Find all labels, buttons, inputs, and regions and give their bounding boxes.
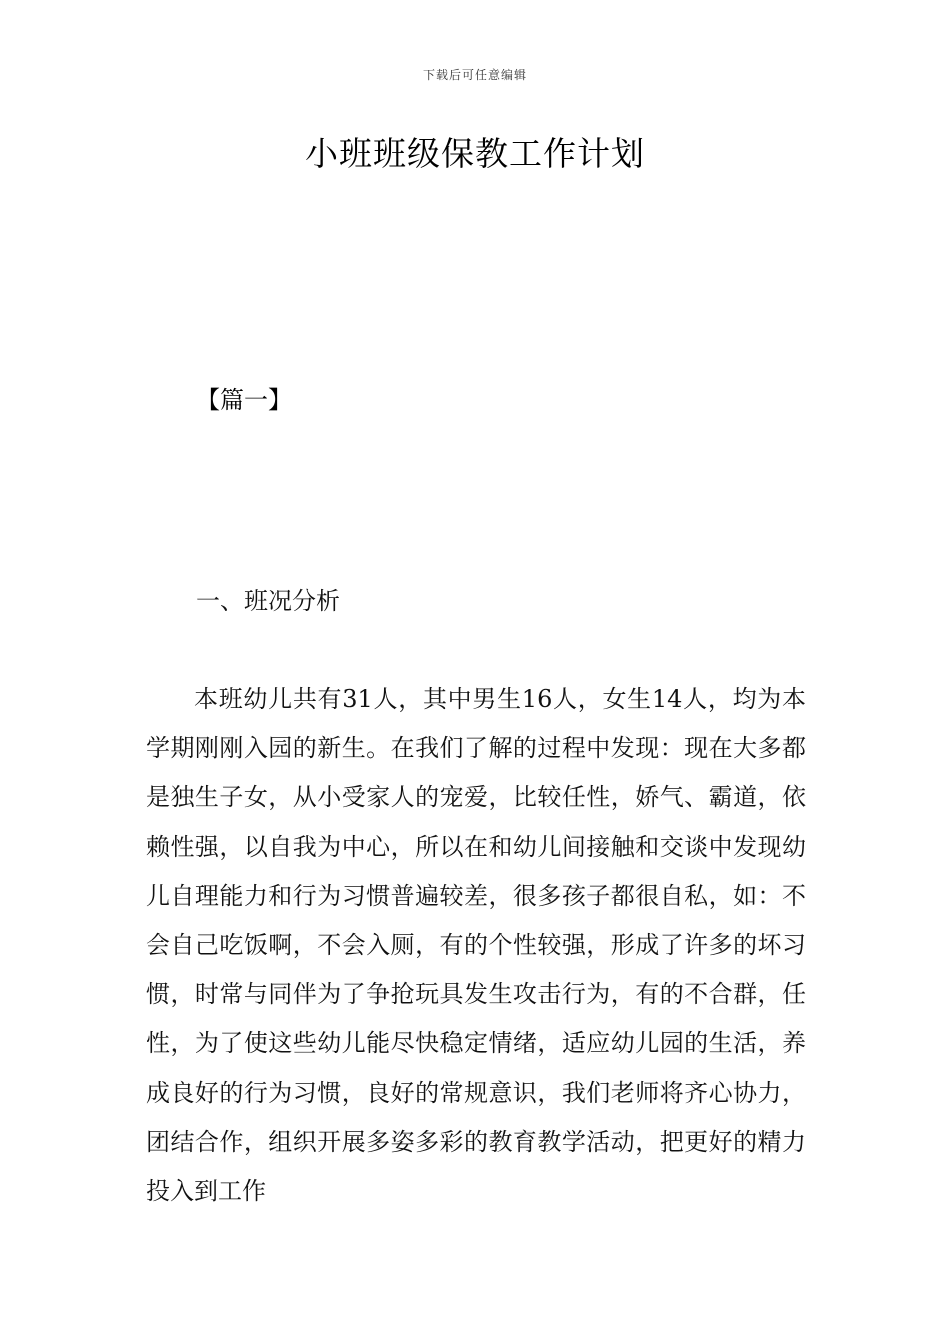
section-tag: 【篇一】 xyxy=(196,386,292,414)
body-paragraph: 本班幼儿共有31人，其中男生16人，女生14人，均为本学期刚刚入园的新生。在我们了解的过程中发现：现在大多都是独生子女，从小受家人的宠爱，比较任性，娇气、霸道，依赖性强，以自我为中心，所以在和幼儿间接触和交谈中发现幼儿自理能力和行为习惯普遍较差，很多孩子都很自私，如：不会自己吃饭啊，不会入厕，有的个性较强，形成了许多的坏习惯，时常与同伴为了争抢玩具发生攻击行为，有的不合群，任性，为了使这些幼儿能尽快稳定情绪，适应幼儿园的生活，养成良好的行为习惯，良好的常规意识，我们老师将齐心协力，团结合作，组织开展多姿多彩的教育教学活动，把更好的精力投入到工作 xyxy=(146,685,806,1206)
document-title: 小班班级保教工作计划 xyxy=(305,134,645,173)
section-heading: 一、班况分析 xyxy=(196,587,340,615)
header-note: 下载后可任意编辑 xyxy=(422,68,527,82)
